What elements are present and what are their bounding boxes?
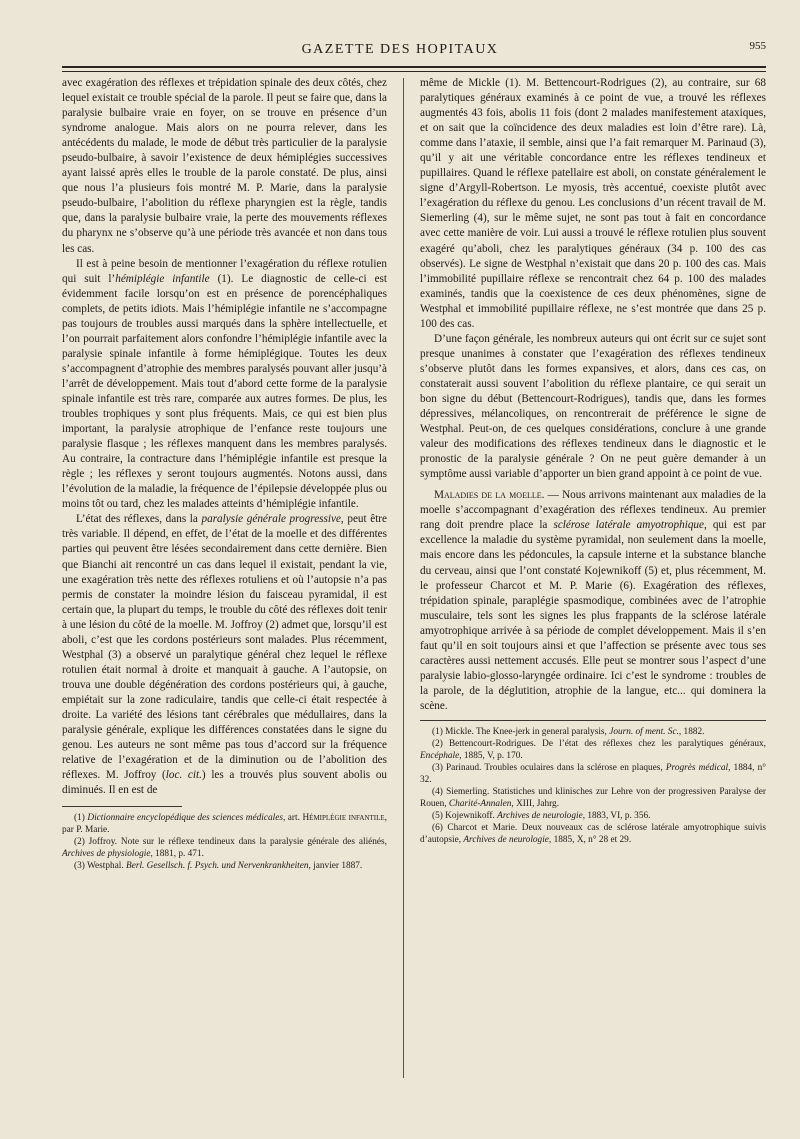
text-run: — Nous arrivons maintenant aux maladies de la moelle s’accompagnant d’exagération des réflexes tendineux. Au premier rang doit prendre place la [420, 489, 766, 532]
left-footnotes [62, 812, 387, 872]
right-paragraph-1: même de Mickle (1). M. Bettencourt-Rodrigues (2), au contraire, sur 68 paralytiques généraux examinés à ce point de vue, a trouvé les réflexes augmentés 43 fois, abolis 11 fois (dont 2 malades manifestement ataxiques, et on sait que la coïncidence des deux maladies est loin d’être rare). Là, comme dans l’ataxie, il semble, ainsi que l’a fait remarquer M. Parinaud (3), qu’il y ait une véritable concordance entre les réflexes tendineux et pupillaires. Quand le réflexe patellaire est aboli, on constate généralement le signe d’Argyll-Robertson. Le myosis, très accentué, coexiste plutôt avec l’exagération du réflexe du genou. Les conclusions d’un récent travail de M. Siemerling (4), sur le même sujet, ne sont pas tout à fait en concordance avec cette manière de voir. Lui aussi a trouvé le réflexe rotulien plus souvent exagéré qu’aboli, chez les paralytiques généraux (34 p. 100 des cas observés). Le signe de Westphal n’existait que dans 20 p. 100 des cas. Mais l’immobilité pupillaire réflexe se rencontrait chez 64 p. 100 des malades examinés, tandis que la coexistence de ces deux phénomènes, signe de Westphal et immobilité pupillaire réflexe, ne s’est montrée que dans 25 p. 100 des cas. [420, 77, 766, 330]
emphasis: loc. cit. [165, 769, 202, 782]
small-caps: Hémiplégie infantile [302, 813, 385, 824]
text-run: (1). Le diagnostic de celle-ci est évidemment facile lorsqu’on est en présence de porencéphaliques complets, de petits idiots. Mais l’hémiplégie infantile ne s’accompagne pas toujours de troubles aussi marqués dans la sphère intellectuelle, et l’on pourrait parfaitement alors confondre l’hémiplégie infantile avec la paralysie spinale infantile à forme hémiplégique. Toutes les deux s’accompagnent d’atrophie des membres paralysés pouvant aller jusqu’à l’arrêt de développement. Mais tout d’abord cette forme de la paralysie spinale infantile est très rare, comparée aux autres formes. De plus, les troubles trophiques y sont plus fréquents. Mais, ce qui est bien plus important, la paralysie atrophique de l’enfance reste toujours une paralysie flasque ; les réflexes manquent dans les membres paralysés. Au contraire, la contracture dans l’hémiplégie infantile est presque la règle ; les réflexes y seront toujours augmentés. Notons aussi, dans l’évolution de la maladie, la fréquence de l’épilepsie développée plus ou moins tôt ou tard, chez les malades atteints d’hémiplégie infantile. [62, 272, 387, 511]
text-run: , 1881, p. 471. [150, 849, 204, 860]
running-header-title: GAZETTE DES HOPITAUX [301, 42, 499, 57]
text-run: (2) Joffroy. Note sur le réflexe tendineux dans la paralysie générale des aliénés, [74, 837, 387, 848]
text-run: (2) Bettencourt-Rodrigues. De l’état des réflexes chez les paralytiques généraux, [432, 738, 766, 749]
right-footnotes [420, 726, 766, 846]
emphasis: Dictionnaire encyclopédique des sciences médicales [87, 813, 283, 824]
footnote-6 [420, 822, 766, 846]
right-paragraph-2: D’une façon générale, les nombreux auteurs qui ont écrit sur ce sujet sont presque unanimes à constater que l’exagération des réflexes tendineux s’observe plutôt dans les formes expansives, et alors, dans ces cas, on constaterait aussi souvent l’abolition du réflexe plantaire, ce qui serait un bon signe du début (Bettencourt-Rodrigues), tandis que, dans les formes dépressives, mélancoliques, on rencontrerait de préférence le signe de Westphal. Peut-on, de ces quelques considérations, conclure à une grande valeur des modifications des réflexes tendineux dans le diagnostic et le pronostic de la paralysie générale ? On ne peut guère demander à un symptôme aussi variable d’apporter un bien grand appoint à ce point de vue. [420, 332, 766, 481]
emphasis: Progrès médical [665, 762, 729, 773]
text-run: (3) Parinaud. Troubles oculaires dans la sclérose en plaques, [432, 762, 666, 773]
footnote-2 [420, 738, 766, 762]
text-run: , peut être très variable. Il dépend, en effet, de l’état de la moelle et des différentes parties qui peuvent être lésées secondairement dans cette dernière. Bien que Bianchi ait rencontré un cas dans lequel il existait, pendant la vie, une exagération très nette des réflexes rotuliens et où l’autopsie n’a pas permis de constater la moindre lésion du faisceau pyramidal, il est certain que, la plupart du temps, le trouble du côté des réflexes doit tenir à une lésion du côté de la moelle. M. Joffroy (2) admet que, lorsqu’il est aboli, c’est que les cordons postérieurs sont malades. Plus récemment, Westphal (3) a observé un paralytique général chez lequel le réflexe rotulien était normal à droite et manquait à gauche. A l’autopsie, on trouva une double dégénération des cordons postérieurs qui, à gauche, empiétait sur la zone radiculaire, tandis que celle-ci était respectée à droite. La variété des lésions tant cérébrales que médullaires, dans la paralysie générale, explique les différences constatées dans le signe du genou. Les auteurs ne sont même pas tous d’accord sur la fréquence relative de l’exagération et de la diminution ou de l’abolition des réflexes. M. Joffroy ( [62, 513, 387, 782]
emphasis: Archives de neurologie [463, 834, 549, 845]
footnote-1 [62, 812, 387, 836]
footnote-4 [420, 786, 766, 810]
emphasis: Berl. Gesellsch. f. Psych. und Nervenkrankheiten [126, 861, 309, 872]
footnote-3 [62, 860, 387, 872]
text-run: , 1885, X, n° 28 et 29. [548, 834, 632, 845]
header-rule [62, 66, 766, 72]
page-number: 955 [749, 40, 766, 52]
left-paragraph-3 [62, 512, 387, 798]
column-divider [403, 78, 404, 1078]
text-run: , 1885, V, p. 170. [459, 750, 523, 761]
text-run: ) les a trouvés plus souvent abolis ou diminués. Il en est de [62, 769, 388, 797]
section-heading: Maladies de la moelle. [434, 489, 545, 502]
text-run: , par P. Marie. [62, 813, 387, 836]
emphasis: Encéphale [420, 750, 460, 761]
emphasis: paralysie générale progressive [201, 513, 341, 526]
text-run: , 1884, n° 32. [420, 762, 766, 785]
footnote-5 [420, 810, 766, 822]
emphasis: Charité-Annalen [448, 798, 512, 809]
text-run: , 1883, VI, p. 356. [582, 810, 651, 821]
text-run: (1) Mickle. The Knee-jerk in general paralysis, [432, 726, 610, 737]
text-run: Il est à peine besoin de mentionner l’exagération du réflexe rotulien qui suit l’ [62, 257, 387, 285]
footnote-rule [62, 806, 182, 807]
emphasis: sclérose latérale amyotrophique [553, 519, 704, 532]
text-run: , janvier 1887. [308, 861, 363, 872]
footnote-2 [62, 836, 387, 860]
text-run: , XIII, Jahrg. [511, 798, 560, 809]
text-run: , 1882. [678, 726, 705, 737]
left-paragraph-1: avec exagération des réflexes et trépidation spinale des deux côtés, chez lequel existait ce trouble spécial de la parole. Il peut se faire que, dans la paralysie bulbaire vraie en foyer, on se trouve en présence d’un syndrome analogue. Mais alors on ne pourra relever, dans les antécédents du malade, le mode de début très particulier de la paralysie pseudo-bulbaire, à savoir l’existence de deux hémiplégies successives ayant laissé après elles le trouble de la parole constaté. De plus, ainsi que nous l’a plusieurs fois montré M. P. Marie, dans la paralysie pseudo-bulbaire, l’abolition du réflexe pharyngien est la règle, tandis que, dans la paralysie bulbaire vraie, la perte des mouvements réflexes du pharynx ne s’observe qu’à une période très avancée et non dans tous les cas. [62, 77, 387, 255]
text-run: , qui est par excellence la maladie du système pyramidal, non seulement dans la moelle, mais encore dans les pédoncules, la capsule interne et la substance blanche du cerveau, ainsi que l’ont constaté Kojewnikoff (5) et, plus récemment, M. le professeur Charcot et M. P. Marie (6). Exagération des réflexes, trépidation spinale, paraplégie spasmodique, combinées avec de l’atrophie musculaire, tels sont les signes les plus frappants de la sclérose latérale amyotrophique arrivée à sa période de complet développement. Mais il s’en faut qu’il en soit toujours ainsi et que l’affection se présente avec tous ses caractères aussi nettement accusés. Elle peut se montrer sous l’aspect d’une paralysie labio-glosso-laryngée ordinaire. Ici c’est le syndrome : troubles de la parole, de la déglutition, atrophie de la langue, etc... qui dominera la scène. [420, 519, 766, 712]
emphasis: hémiplégie infantile [115, 272, 210, 285]
left-column [62, 76, 387, 872]
text-run: (3) Westphal. [74, 861, 127, 872]
emphasis: Archives de neurologie [497, 810, 583, 821]
emphasis: Archives de physiologie [62, 849, 151, 860]
text-run: (5) Kojewnikoff. [432, 810, 498, 821]
text-run: L’état des réflexes, dans la [76, 513, 202, 526]
footnote-3 [420, 762, 766, 786]
right-paragraph-3 [420, 488, 766, 714]
text-run: (4) Siemerling. Statistiches und klinisches zur Lehre von der progressiven Paralyse der Rouen, [420, 786, 766, 809]
emphasis: Journ. of ment. Sc. [609, 726, 679, 737]
right-column [420, 76, 766, 846]
text-run: (6) Charcot et Marie. Deux nouveaux cas de sclérose latérale amyotrophique suivis d’autopsie, [420, 822, 766, 845]
text-run: (1) [74, 813, 88, 824]
footnote-rule [420, 720, 766, 721]
left-paragraph-2 [62, 257, 387, 513]
footnote-1 [420, 726, 766, 738]
text-run: , art. [282, 813, 303, 824]
